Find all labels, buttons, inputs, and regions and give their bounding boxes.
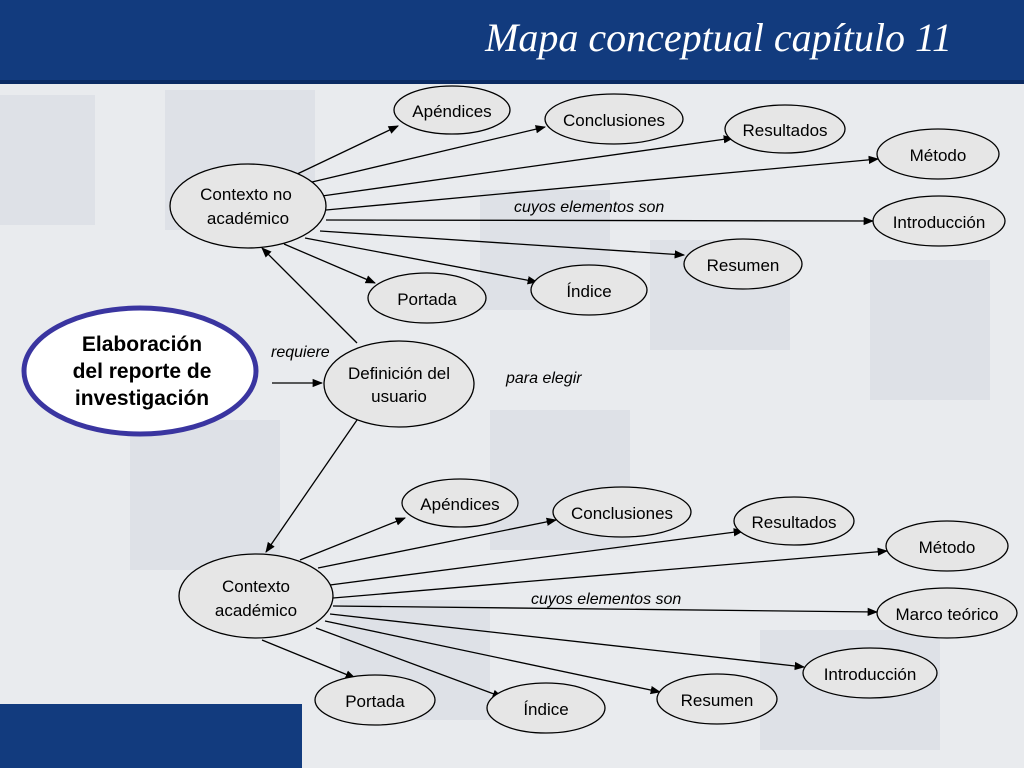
top-element-conclusiones [545, 94, 683, 144]
top-element-resultados [725, 105, 845, 153]
top-element-introduccion [873, 196, 1005, 246]
bottom-element-portada-label: Portada [345, 692, 405, 711]
contexto-no-academico-line-1: Contexto no [200, 185, 292, 204]
connector-bottom-portada [262, 640, 355, 678]
bottom-element-metodo-label: Método [918, 538, 976, 557]
top-element-resumen-label: Resumen [706, 256, 780, 275]
label-para-elegir: para elegir [506, 370, 582, 387]
label-cuyos-elementos-top: cuyos elementos son [514, 199, 665, 216]
definicion-usuario-node [324, 341, 474, 427]
top-element-indice-label: Índice [566, 282, 612, 301]
main-node-line-1: Elaboración [81, 333, 203, 356]
label-requiere: requiere [271, 344, 330, 361]
slide-title: Mapa conceptual capítulo 11 [485, 15, 952, 60]
bottom-element-metodo [886, 521, 1008, 571]
top-element-metodo [877, 129, 999, 179]
bottom-element-apendices-label: Apéndices [420, 495, 500, 514]
contexto-no-academico-line-2: académico [206, 209, 290, 228]
label-cuyos-elementos-bottom: cuyos elementos son [531, 591, 682, 608]
connector-top-portada [284, 244, 375, 283]
contexto-academico-line-2: académico [214, 601, 298, 620]
bottom-element-introduccion [803, 648, 937, 698]
bottom-element-introduccion-label: Introducción [823, 665, 917, 684]
top-element-conclusiones-label: Conclusiones [562, 111, 666, 130]
top-element-metodo-label: Método [909, 146, 967, 165]
top-element-portada [368, 273, 486, 323]
contexto-no-academico-node [170, 164, 326, 248]
main-node-line-3: investigación [74, 387, 210, 410]
bottom-element-indice-label: Índice [523, 700, 569, 719]
top-element-apendices [394, 86, 510, 134]
main-node-line-2: del reporte de [72, 360, 212, 383]
bottom-element-conclusiones [553, 487, 691, 537]
top-element-introduccion-label: Introducción [892, 213, 986, 232]
top-element-portada-label: Portada [397, 290, 457, 309]
bottom-element-portada [315, 675, 435, 725]
connector-top-introduccion [326, 220, 873, 221]
connector-top-resultados [322, 138, 733, 196]
connector-bottom-conclusiones [318, 520, 556, 568]
bottom-element-resultados [734, 497, 854, 545]
connector-bottom-resultados [330, 531, 743, 585]
bottom-element-conclusiones-label: Conclusiones [570, 504, 674, 523]
main-node [24, 308, 256, 434]
definicion-node-line-2: usuario [371, 387, 427, 406]
top-element-apendices-label: Apéndices [412, 102, 492, 121]
bottom-element-marco-teorico-label: Marco teórico [895, 605, 999, 624]
connector-top-conclusiones [312, 127, 545, 182]
definicion-node-line-1: Definición del [347, 364, 451, 383]
bottom-element-marco-teorico [877, 588, 1017, 638]
bottom-element-apendices [402, 479, 518, 527]
bottom-element-resumen [657, 674, 777, 724]
bottom-element-resumen-label: Resumen [680, 691, 754, 710]
contexto-academico-line-1: Contexto [221, 577, 291, 596]
top-element-indice [531, 265, 647, 315]
connector-definicion-to-no-academico [262, 248, 357, 343]
connector-definicion-to-academico [266, 420, 357, 552]
bottom-element-indice [487, 683, 605, 733]
contexto-academico-node [179, 554, 333, 638]
connector-top-apendices [293, 126, 398, 176]
bottom-element-resultados-label: Resultados [751, 513, 837, 532]
top-element-resumen [684, 239, 802, 289]
top-element-resultados-label: Resultados [742, 121, 828, 140]
